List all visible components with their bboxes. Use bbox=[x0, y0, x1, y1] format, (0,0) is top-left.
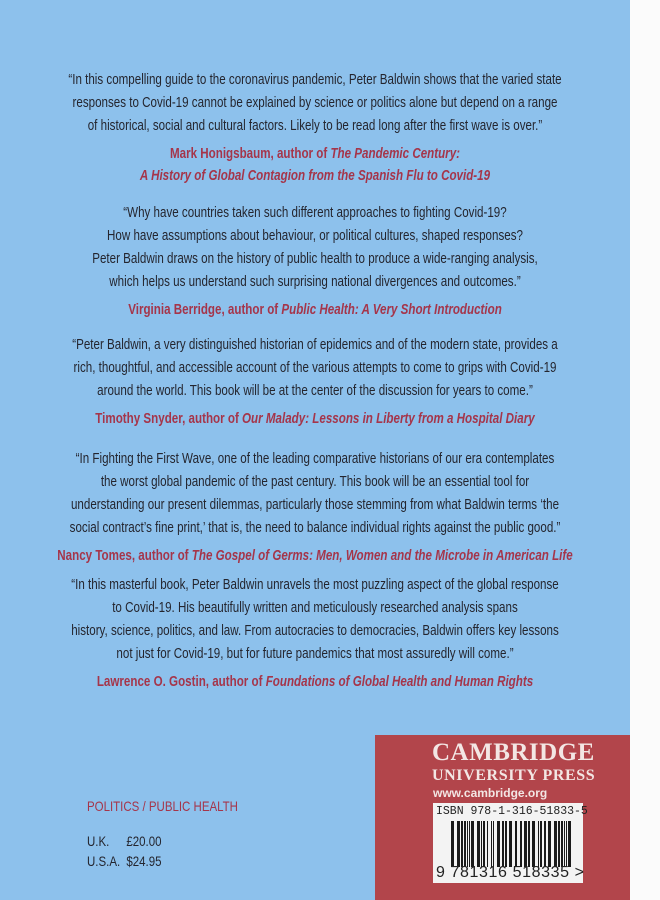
barcode-bar bbox=[483, 821, 485, 867]
endorser-book: A History of Global Contagion from the Spanish Flu to Covid-19 bbox=[139, 168, 491, 184]
isbn-text: ISBN 978-1-316-51833-5 bbox=[436, 805, 588, 818]
endorsement bbox=[35, 574, 595, 693]
publisher-panel bbox=[375, 735, 630, 900]
endorsement bbox=[35, 334, 595, 430]
endorsement-attribution bbox=[35, 545, 595, 567]
barcode-bar bbox=[505, 821, 507, 867]
barcode-bar bbox=[561, 821, 563, 867]
barcode-bar bbox=[491, 821, 492, 867]
quote-line: around the world. This book will be at the center of the discussion for years to come.” bbox=[97, 383, 533, 399]
barcode-bar bbox=[502, 821, 504, 867]
quote-line: “Why have countries taken such different approaches to fighting Covid-19? bbox=[123, 205, 507, 221]
barcode-bar bbox=[457, 821, 460, 867]
quote-line: “In this compelling guide to the coronavirus pandemic, Peter Baldwin shows that the varied state bbox=[68, 72, 562, 88]
barcode-bar bbox=[493, 821, 494, 867]
quote-line: responses to Covid-19 cannot be explained by science or politics alone but depend on a range bbox=[72, 95, 558, 111]
endorsement bbox=[35, 69, 595, 187]
endorser-book: Public Health: A Very Short Introduction bbox=[281, 302, 502, 318]
barcode-bar bbox=[497, 821, 500, 867]
quote-line: the worst global pandemic of the past century. This book will be an essential tool for bbox=[100, 474, 530, 490]
barcode-bar bbox=[564, 821, 565, 867]
barcode-bar bbox=[544, 821, 546, 867]
barcode-bar bbox=[532, 821, 535, 867]
endorsement-attribution bbox=[35, 299, 595, 321]
barcode-bar bbox=[528, 821, 530, 867]
quote-line: “Peter Baldwin, a very distinguished historian of epidemics and of the modern state, provides a bbox=[72, 337, 558, 353]
quote-line: rich, thoughtful, and accessible account of the various attempts to come to grips with Covid-19 bbox=[73, 360, 557, 376]
quote-line: not just for Covid-19, but for future pandemics that most assuredly will come.” bbox=[116, 646, 514, 662]
quote-line: history, science, politics, and law. From autocracies to democracies, Baldwin offers key lessons bbox=[71, 623, 559, 639]
barcode-bar bbox=[469, 821, 470, 867]
endorsement bbox=[35, 202, 595, 321]
barcode bbox=[433, 803, 588, 883]
endorsement-quote bbox=[35, 448, 595, 540]
page-edge bbox=[630, 0, 660, 900]
barcode-bar bbox=[464, 821, 466, 867]
subject-category: POLITICS / PUBLIC HEALTH bbox=[87, 798, 238, 814]
quote-line: “In this masterful book, Peter Baldwin unravels the most puzzling aspect of the global response bbox=[71, 577, 559, 593]
barcode-bar bbox=[524, 821, 527, 867]
quote-line: Peter Baldwin draws on the history of public health to produce a wide-ranging analysis, bbox=[92, 251, 538, 267]
quote-line: to Covid-19. His beautifully written and meticulously researched analysis spans bbox=[112, 600, 518, 616]
quote-line: understanding our present dilemmas, particularly those stemming from what Baldwin terms ‘the bbox=[70, 497, 560, 513]
barcode-bar bbox=[520, 821, 522, 867]
endorsement-attribution bbox=[35, 408, 595, 430]
endorsement-attribution bbox=[35, 143, 595, 187]
barcode-bar bbox=[509, 821, 512, 867]
price-usa: U.S.A. $24.95 bbox=[87, 853, 162, 869]
barcode-digits: 9 781316 518335 > bbox=[436, 864, 585, 881]
barcode-bar bbox=[540, 821, 542, 867]
endorser-book: Our Malady: Lessons in Liberty from a Hospital Diary bbox=[242, 411, 535, 427]
barcode-bar bbox=[515, 821, 517, 867]
publisher-subtitle: UNIVERSITY PRESS bbox=[432, 767, 596, 784]
endorsement-quote bbox=[35, 334, 595, 403]
barcode-bar bbox=[461, 821, 463, 867]
endorser-book: The Gospel of Germs: Men, Women and the Microbe in American Life bbox=[191, 548, 573, 564]
endorser-book: Foundations of Global Health and Human Rights bbox=[265, 674, 534, 690]
barcode-bar bbox=[487, 821, 488, 867]
quote-line: which helps us understand such surprising national divergences and outcomes.” bbox=[109, 274, 521, 290]
quote-line: “In Fighting the First Wave, one of the leading comparative historians of our era contemplates bbox=[75, 451, 555, 467]
endorser-name: Lawrence O. Gostin, author of bbox=[96, 674, 266, 690]
quote-line: of historical, social and cultural factors. Likely to be read long after the first wave is over.” bbox=[87, 118, 543, 134]
barcode-bar bbox=[538, 821, 539, 867]
barcode-bar bbox=[558, 821, 560, 867]
endorsement bbox=[35, 448, 595, 567]
barcode-bar bbox=[451, 821, 454, 867]
publisher-name: CAMBRIDGE bbox=[432, 739, 595, 766]
endorser-name: Timothy Snyder, author of bbox=[95, 411, 243, 427]
endorser-name: Mark Honigsbaum, author of bbox=[169, 146, 331, 162]
endorsement-quote bbox=[35, 202, 595, 294]
endorser-book: The Pandemic Century: bbox=[330, 146, 461, 162]
endorsement-quote bbox=[35, 69, 595, 138]
barcode-bar bbox=[481, 821, 482, 867]
price-uk: U.K. £20.00 bbox=[87, 833, 162, 849]
quote-line: How have assumptions about behaviour, or political cultures, shaped responses? bbox=[107, 228, 523, 244]
barcode-bar bbox=[566, 821, 567, 867]
endorsement-quote bbox=[35, 574, 595, 666]
quote-line: social contract’s fine print,’ that is, the need to balance individual rights against the public good.” bbox=[69, 520, 561, 536]
endorser-name: Nancy Tomes, author of bbox=[57, 548, 192, 564]
barcode-bar bbox=[467, 821, 468, 867]
barcode-bar bbox=[477, 821, 480, 867]
barcode-bar bbox=[471, 821, 474, 867]
barcode-bar bbox=[568, 821, 571, 867]
endorsement-attribution bbox=[35, 671, 595, 693]
barcode-bar bbox=[554, 821, 557, 867]
endorser-name: Virginia Berridge, author of bbox=[128, 302, 282, 318]
barcode-bar bbox=[548, 821, 551, 867]
publisher-url: www.cambridge.org bbox=[433, 786, 548, 800]
barcode-bars bbox=[451, 821, 576, 867]
